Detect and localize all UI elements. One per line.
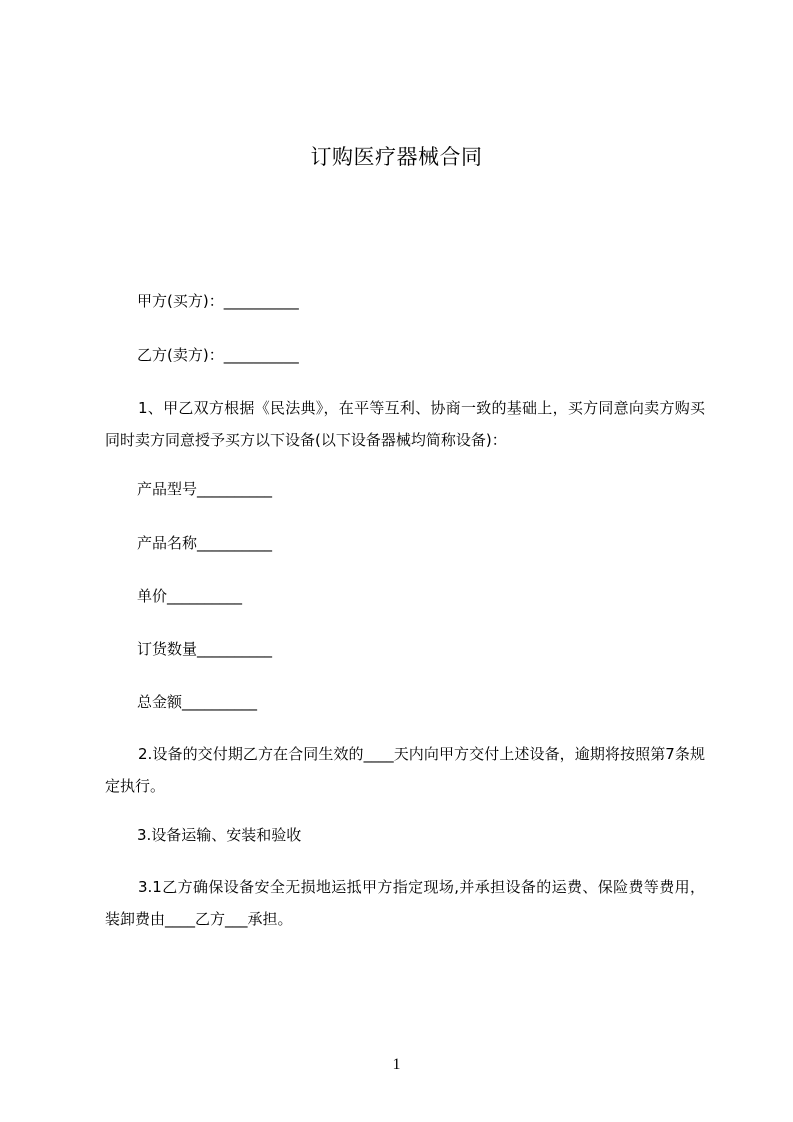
unit-price-line: 单价__________ [137,587,243,605]
party-b-line: 乙方(卖方)：__________ [137,346,299,364]
document-title: 订购医疗器械合同 [310,145,483,169]
total-amount-line: 总金额__________ [137,693,258,711]
clause-3-1-paragraph: 3.1乙方确保设备安全无损地运抵甲方指定现场,并承担设备的运费、保险费等费用，装卸费由____乙方___承担。 [105,878,705,928]
clause-3-heading: 3.设备运输、安装和验收 [137,826,302,844]
product-model-line: 产品型号__________ [137,480,273,498]
order-quantity-line: 订货数量__________ [137,640,273,658]
clause-2-paragraph: 2.设备的交付期乙方在合同生效的____天内向甲方交付上述设备，逾期将按照第7条规定执行。 [105,745,705,795]
party-a-line: 甲方(买方)：__________ [137,292,299,310]
product-name-line: 产品名称__________ [137,534,273,552]
page-number: 1 [392,1056,401,1073]
clause-1-paragraph: 1、甲乙双方根据《民法典》，在平等互利、协商一致的基础上，买方同意向卖方购买同时卖方同意授予买方以下设备(以下设备器械均简称设备)： [105,399,705,449]
